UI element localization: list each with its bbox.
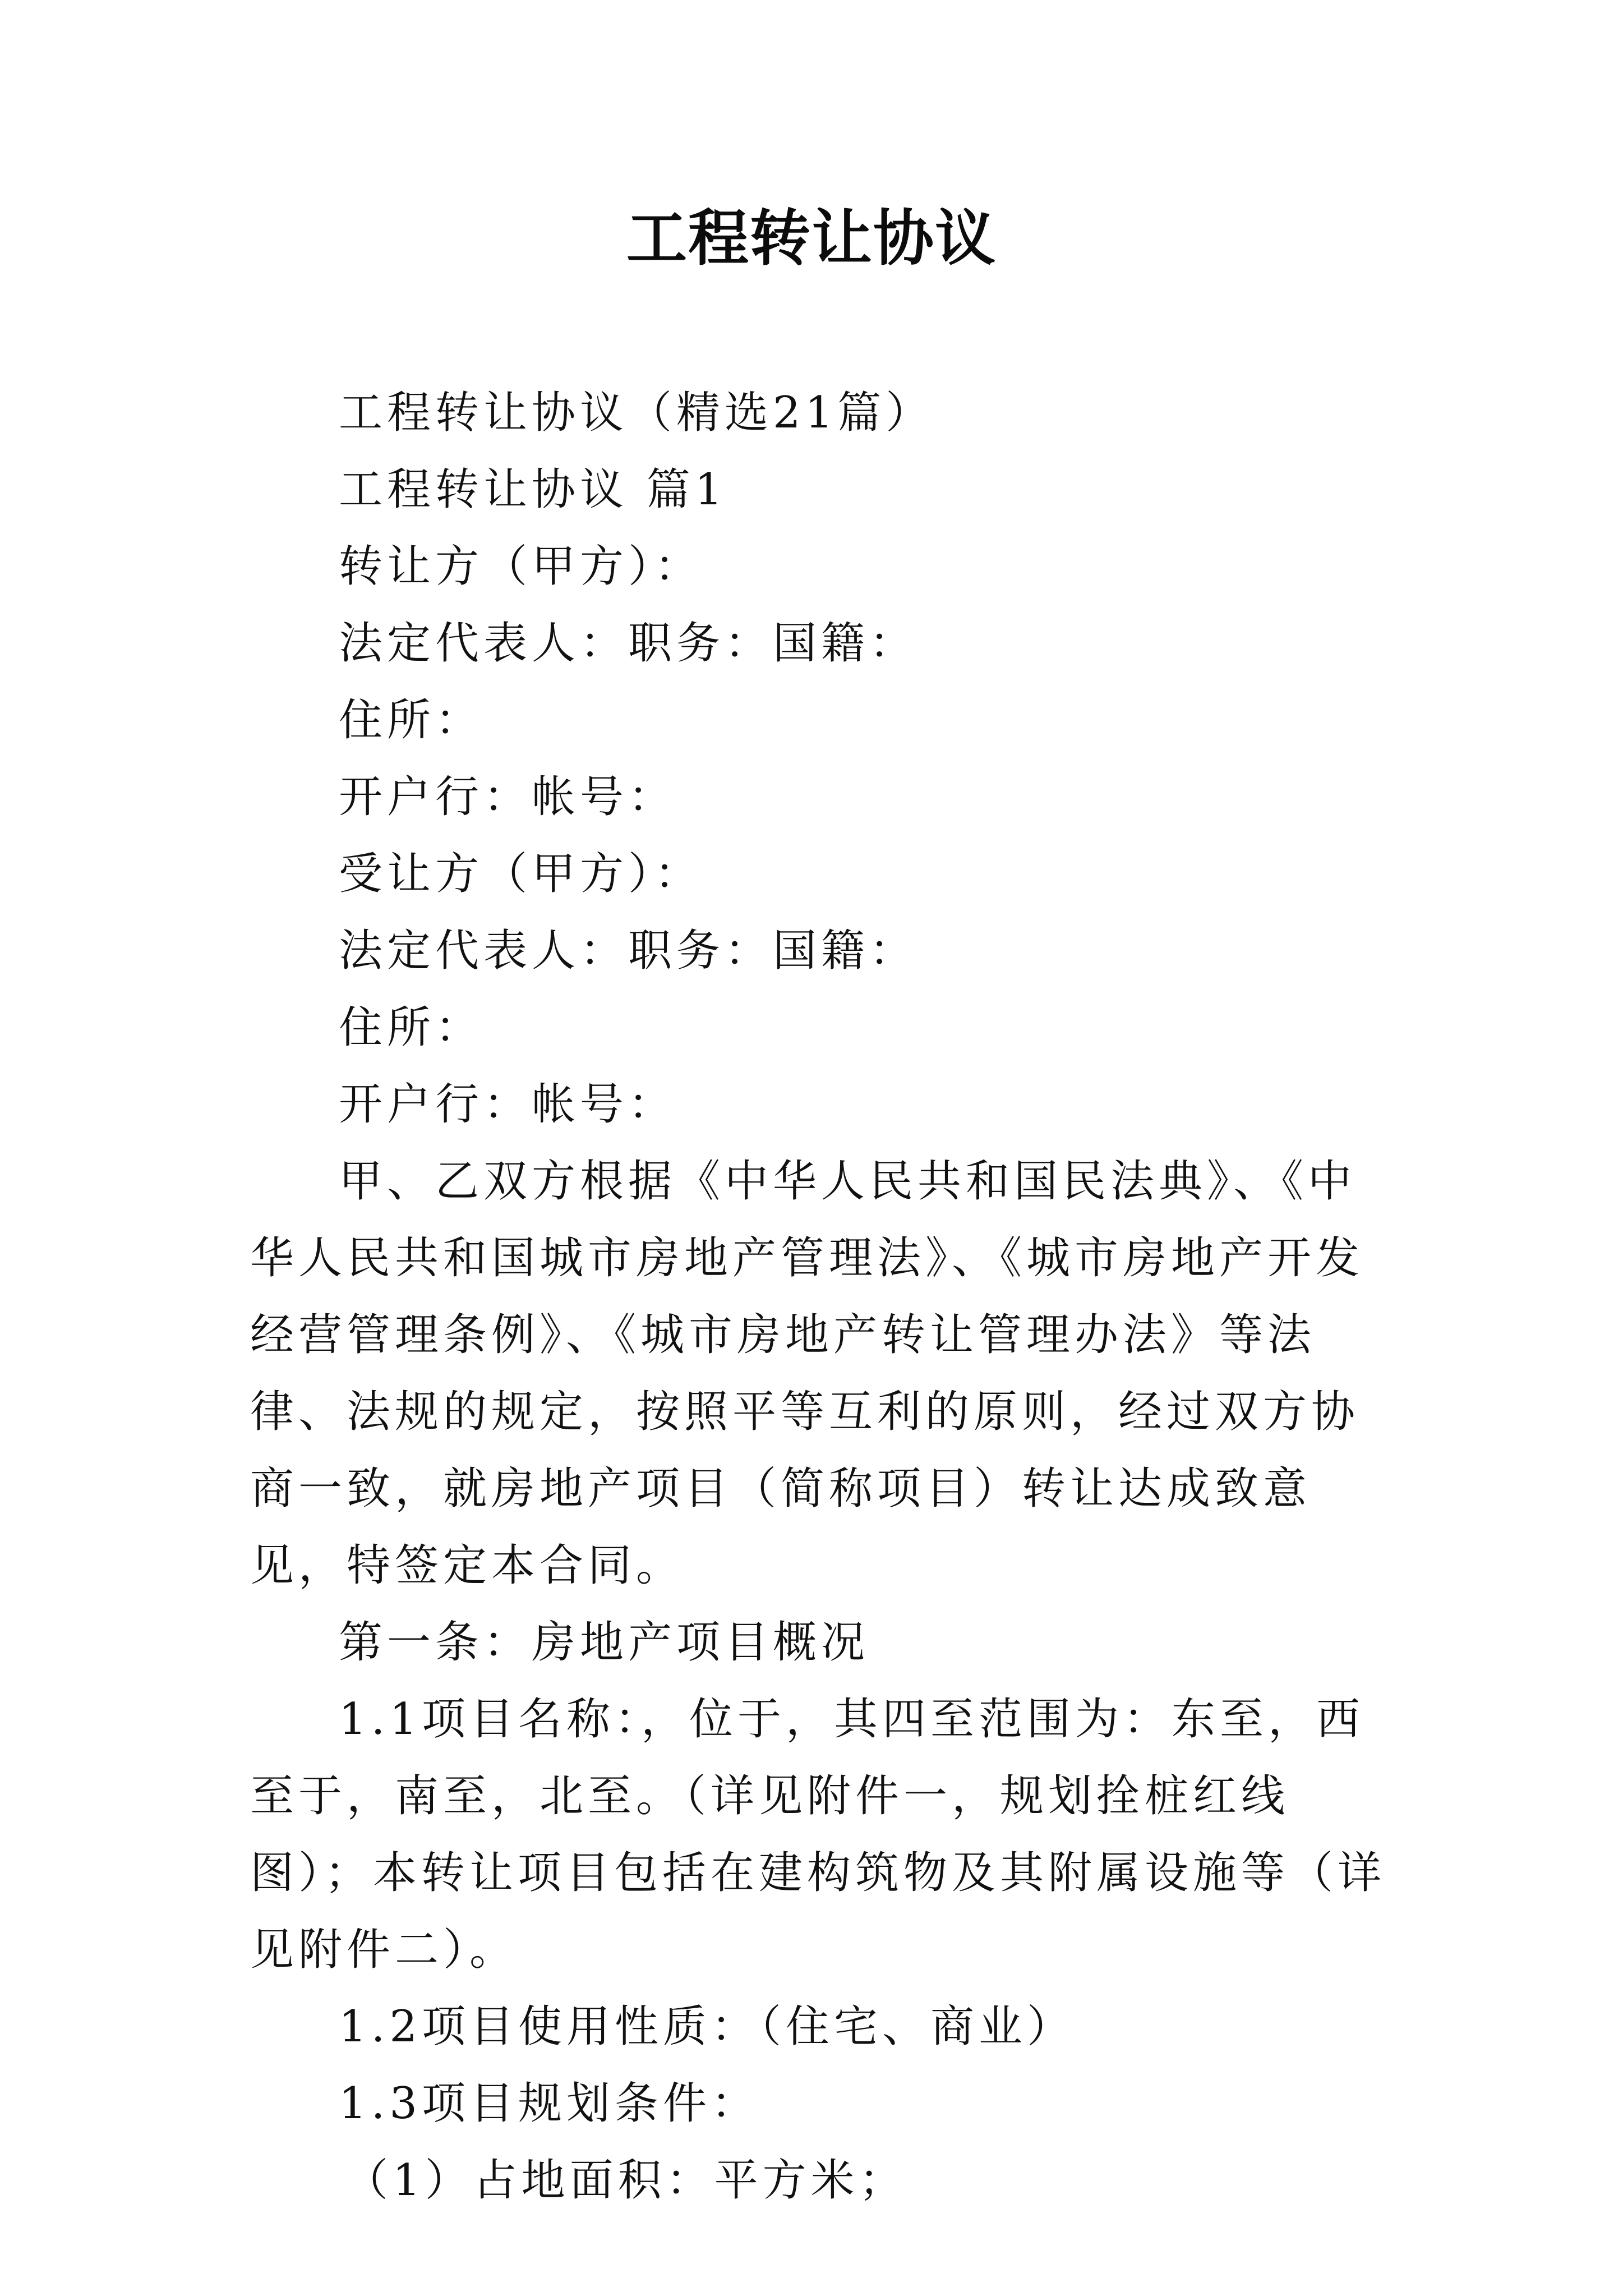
transferor-representative-line: 法定代表人：职务：国籍： <box>339 618 918 669</box>
transferee-line: 受让方（甲方）： <box>339 849 703 899</box>
chapter-heading-line: 工程转让协议 篇1 <box>339 464 727 515</box>
transferor-line: 转让方（甲方）： <box>339 541 703 592</box>
document-title: 工程转让协议 <box>626 203 997 274</box>
collection-title-line: 工程转让协议（精选21篇） <box>339 388 934 438</box>
transferee-representative-line: 法定代表人：职务：国籍： <box>339 926 918 976</box>
preamble-paragraph: 甲、乙双方根据《中华人民共和国民法典》、《中华人民共和国城市房地产管理法》、《城市房地产开发经营管理条例》、《城市房地产转让管理办法》等法律、法规的规定，按照平等互利的原则，经过双方协商一致，就房地产项目（简称项目）转让达成致意见，特签定本合同。 <box>250 1156 1364 1591</box>
transferee-address-line: 住所： <box>339 1002 484 1053</box>
clause-1-1-paragraph: 1.1项目名称：，位于，其四至范围为：东至，西至于，南至，北至。（详见附件一，规划拴桩红线图）；本转让项目包括在建构筑物及其附属设施等（详见附件二）。 <box>250 1694 1386 1975</box>
transferor-bank-line: 开户行：帐号： <box>339 772 677 822</box>
clause-1-2-line: 1.2项目使用性质：（住宅、商业） <box>339 2001 1076 2052</box>
transferor-address-line: 住所： <box>339 695 484 746</box>
clause-1-3-item-1-line: （1）占地面积：平方米； <box>344 2155 907 2206</box>
clause-1-3-line: 1.3项目规划条件： <box>339 2078 760 2129</box>
document-body <box>250 375 1386 2219</box>
transferee-bank-line: 开户行：帐号： <box>339 1079 677 1130</box>
article-1-heading: 第一条：房地产项目概况 <box>339 1617 870 1668</box>
